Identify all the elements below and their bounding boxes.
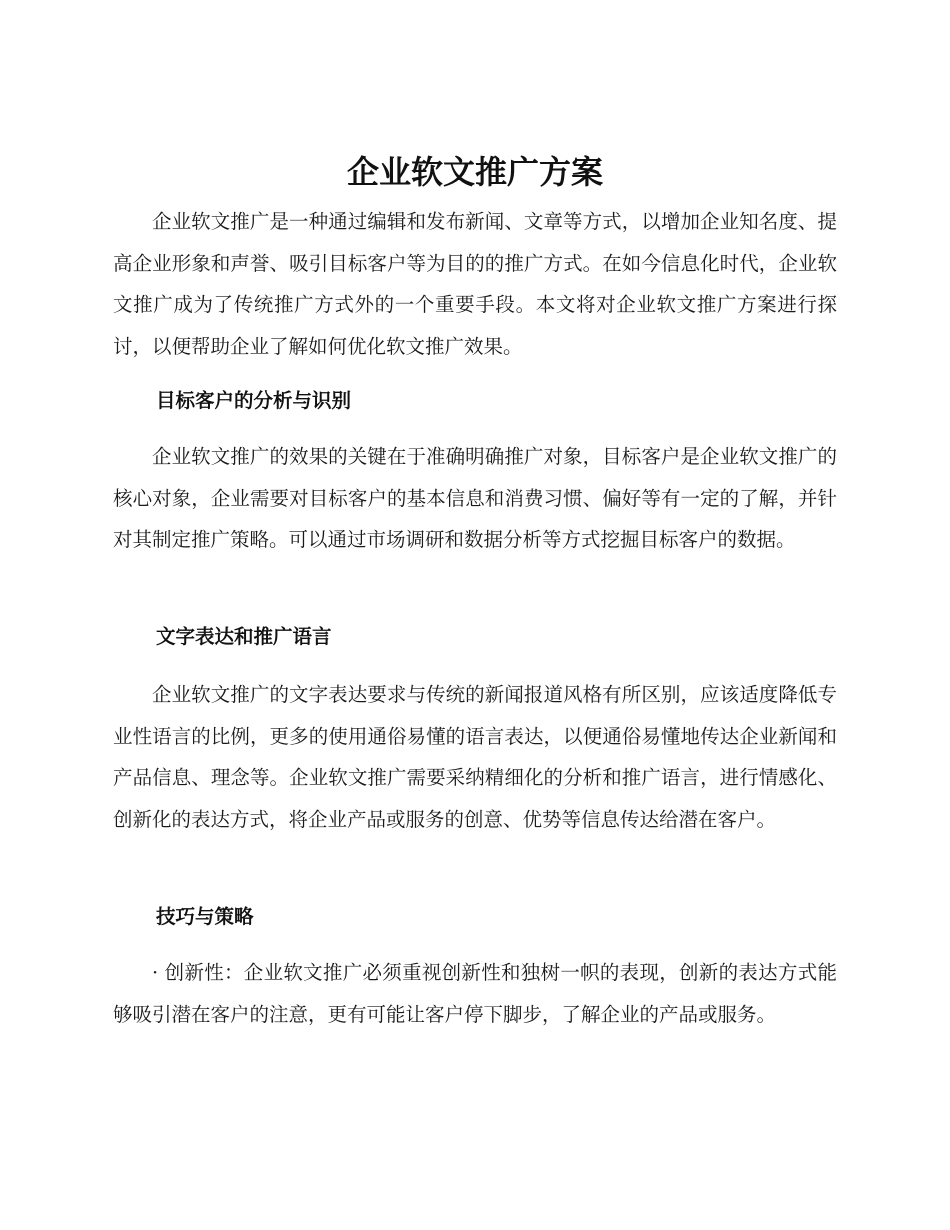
section-paragraph-language: 企业软文推广的文字表达要求与传统的新闻报道风格有所区别，应该适度降低专业性语言的比例，更多的使用通俗易懂的语言表达，以便通俗易懂地传达企业新闻和产品信息、理念等。企业软文推广需要采纳精细化的分析和推广语言，进行情感化、创新化的表达方式，将企业产品或服务的创意、优势等信息传达给潜在客户。 — [113, 683, 837, 831]
section-heading-target-customers: 目标客户的分析与识别 — [156, 389, 352, 412]
section-paragraph-strategy: · 创新性：企业软文推广必须重视创新性和独树一帜的表现，创新的表达方式能够吸引潜在客户的注意，更有可能让客户停下脚步，了解企业的产品或服务。 — [113, 961, 837, 1026]
page-title: 企业软文推广方案 — [346, 153, 603, 191]
intro-paragraph: 企业软文推广是一种通过编辑和发布新闻、文章等方式，以增加企业知名度、提高企业形象和声誉、吸引目标客户等为目的的推广方式。在如今信息化时代，企业软文推广成为了传统推广方式外的一个重要手段。本文将对企业软文推广方案进行探讨，以便帮助企业了解如何优化软文推广效果。 — [113, 210, 837, 358]
section-paragraph-target-customers: 企业软文推广的效果的关键在于准确明确推广对象，目标客户是企业软文推广的核心对象，企业需要对目标客户的基本信息和消费习惯、偏好等有一定的了解，并针对其制定推广策略。可以通过市场调研和数据分析等方式挖掘目标客户的数据。 — [113, 445, 837, 551]
section-heading-strategy: 技巧与策略 — [156, 905, 254, 928]
section-heading-language: 文字表达和推广语言 — [156, 625, 332, 648]
